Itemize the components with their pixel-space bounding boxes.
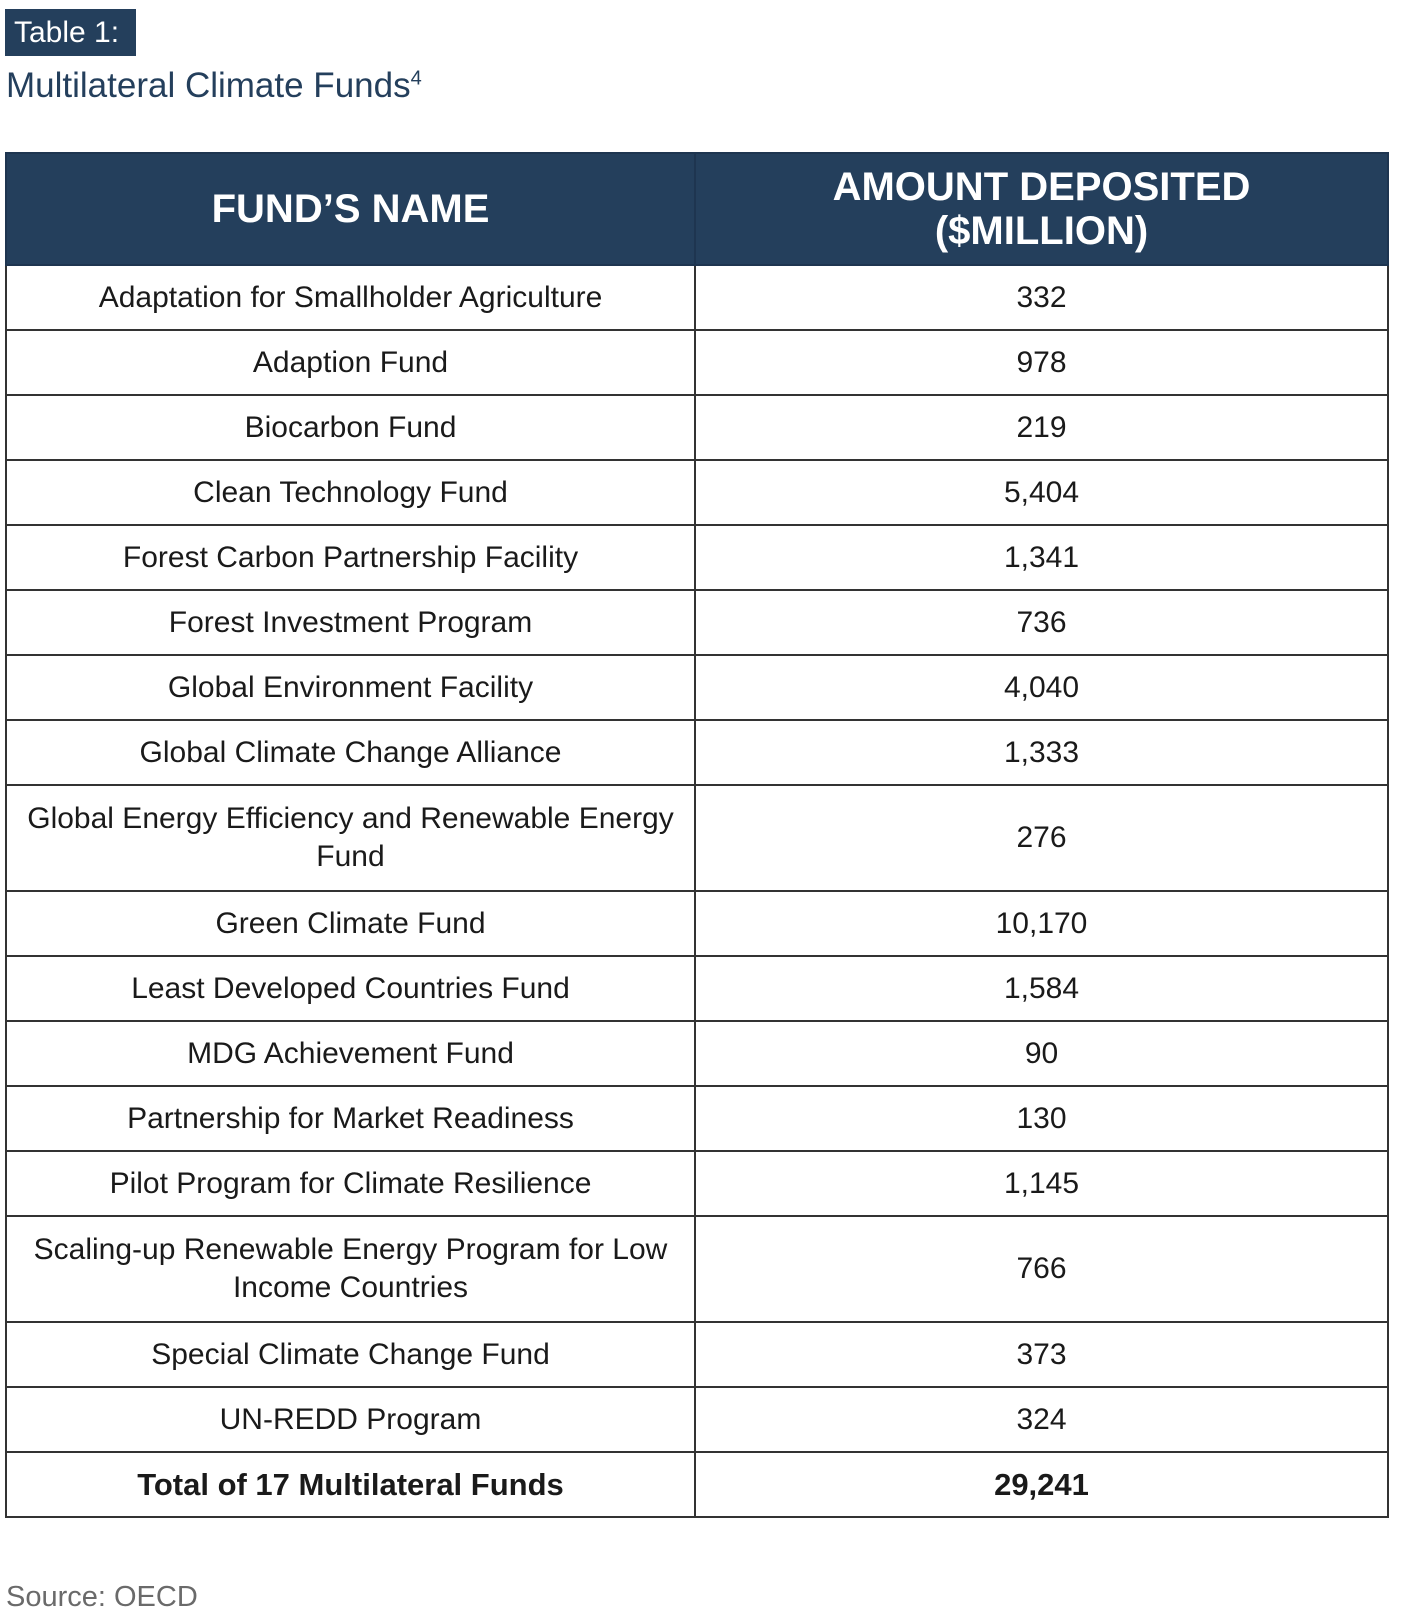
- header-amount-line2: ($MILLION): [934, 209, 1149, 253]
- amount-cell: 1,584: [695, 956, 1388, 1021]
- table-row: [6, 395, 1388, 460]
- fund-name-cell: Special Climate Change Fund: [6, 1322, 695, 1387]
- fund-name-cell: Least Developed Countries Fund: [6, 956, 695, 1021]
- amount-cell: 130: [695, 1086, 1388, 1151]
- table-row: [6, 330, 1388, 395]
- fund-name-cell: Global Energy Efficiency and Renewable Energy Fund: [6, 785, 695, 891]
- table-row: [6, 785, 1388, 891]
- table-row: [6, 1322, 1388, 1387]
- amount-cell: 276: [695, 785, 1388, 891]
- table-row: [6, 1151, 1388, 1216]
- fund-name-cell: Adaptation for Smallholder Agriculture: [6, 265, 695, 330]
- fund-name-cell: Global Climate Change Alliance: [6, 720, 695, 785]
- fund-name-cell: MDG Achievement Fund: [6, 1021, 695, 1086]
- fund-name-cell: Green Climate Fund: [6, 891, 695, 956]
- funds-table: [5, 152, 1389, 1518]
- table-row: [6, 525, 1388, 590]
- fund-name-cell: UN-REDD Program: [6, 1387, 695, 1452]
- table-row: [6, 1216, 1388, 1322]
- table-label: Table 1:: [5, 9, 136, 56]
- fund-name-cell: Global Environment Facility: [6, 655, 695, 720]
- amount-cell: 324: [695, 1387, 1388, 1452]
- source-note: Source: OECD: [6, 1581, 198, 1613]
- amount-cell: 736: [695, 590, 1388, 655]
- fund-name-cell: Forest Investment Program: [6, 590, 695, 655]
- total-amount-cell: 29,241: [695, 1452, 1388, 1517]
- table-row: [6, 891, 1388, 956]
- table-row: [6, 590, 1388, 655]
- table-row: [6, 720, 1388, 785]
- total-row: [6, 1452, 1388, 1517]
- header-amount-line1: AMOUNT DEPOSITED: [832, 165, 1251, 209]
- header-fund-name: FUND’S NAME: [6, 153, 695, 265]
- table-row: [6, 655, 1388, 720]
- table-title-text: Multilateral Climate Funds: [6, 66, 411, 105]
- amount-cell: 766: [695, 1216, 1388, 1322]
- table-row: [6, 265, 1388, 330]
- amount-cell: 1,341: [695, 525, 1388, 590]
- fund-name-cell: Partnership for Market Readiness: [6, 1086, 695, 1151]
- table-row: [6, 460, 1388, 525]
- amount-cell: 978: [695, 330, 1388, 395]
- fund-name-cell: Scaling-up Renewable Energy Program for Low Income Countries: [6, 1216, 695, 1322]
- table-header-row: [6, 153, 1388, 265]
- total-label-cell: Total of 17 Multilateral Funds: [6, 1452, 695, 1517]
- amount-cell: 10,170: [695, 891, 1388, 956]
- table-row: [6, 1086, 1388, 1151]
- amount-cell: 5,404: [695, 460, 1388, 525]
- amount-cell: 373: [695, 1322, 1388, 1387]
- title-footnote: 4: [410, 67, 422, 90]
- fund-name-cell: Forest Carbon Partnership Facility: [6, 525, 695, 590]
- amount-cell: 1,145: [695, 1151, 1388, 1216]
- table-row: [6, 956, 1388, 1021]
- amount-cell: 4,040: [695, 655, 1388, 720]
- fund-name-cell: Biocarbon Fund: [6, 395, 695, 460]
- amount-cell: 332: [695, 265, 1388, 330]
- fund-name-cell: Clean Technology Fund: [6, 460, 695, 525]
- fund-name-cell: Adaption Fund: [6, 330, 695, 395]
- table-title: [6, 64, 422, 108]
- header-amount-deposited: [695, 153, 1388, 265]
- amount-cell: 1,333: [695, 720, 1388, 785]
- amount-cell: 90: [695, 1021, 1388, 1086]
- fund-name-cell: Pilot Program for Climate Resilience: [6, 1151, 695, 1216]
- table-row: [6, 1021, 1388, 1086]
- table-row: [6, 1387, 1388, 1452]
- amount-cell: 219: [695, 395, 1388, 460]
